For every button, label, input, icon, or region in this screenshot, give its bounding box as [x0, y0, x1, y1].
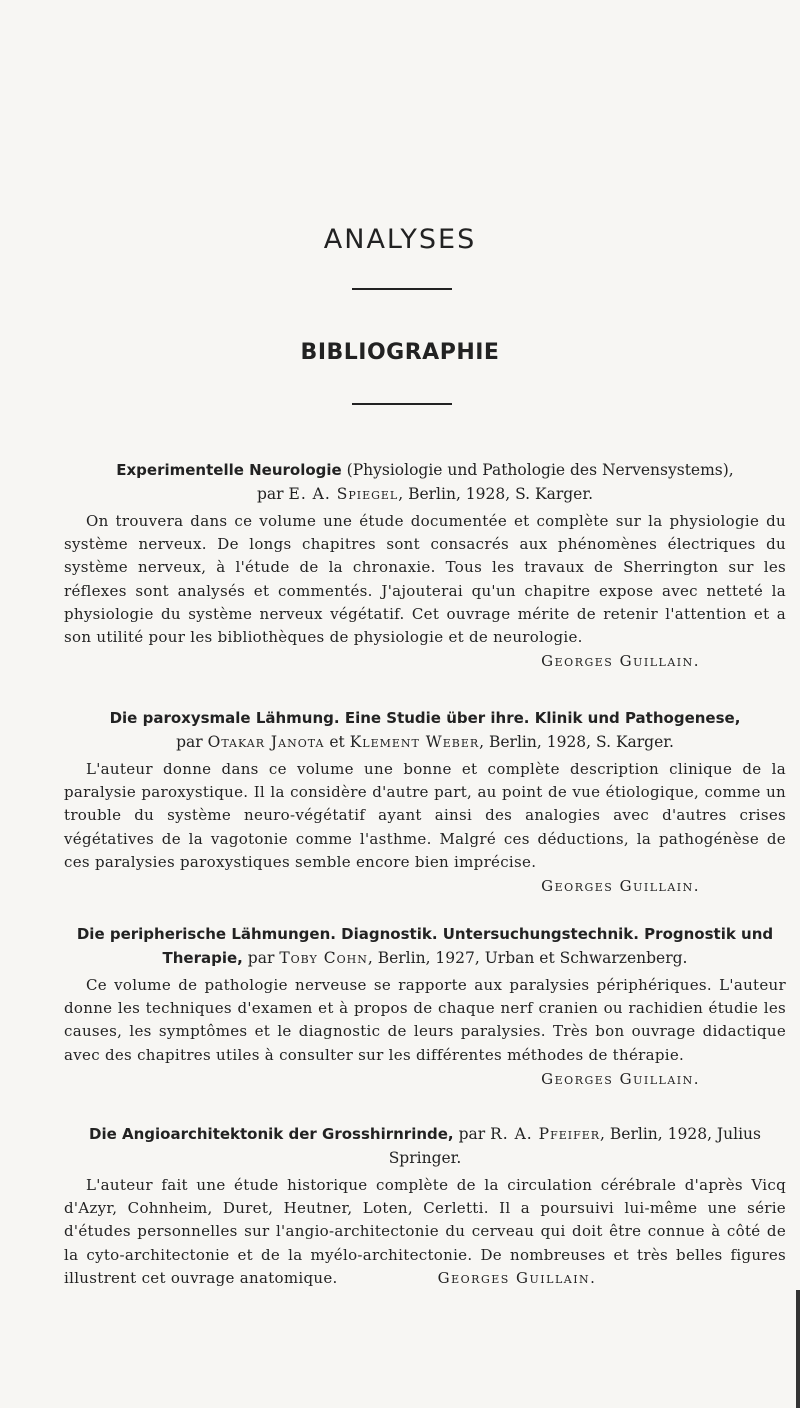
author-name: Otakar Janota — [207, 733, 325, 751]
review-text-content: L'auteur fait une étude historique complète de la circulation cérébrale d'après Vicq d'Azyr, Cohnheim, Duret, Heutner, Loten, Cerletti. Il a poursuivi lui-même une série d'études personnelles sur l'angio-architectonie du cerveau qui doit être connue à côté de la cyto-architectonie et de la myélo-architectonie. De nombreuses et très belles figures illustrent cet ouvrage anatomique. — [64, 1176, 786, 1287]
pre-author: par — [176, 733, 203, 751]
reviewer-signature: Georges Guillain. — [541, 877, 700, 896]
review-entry — [64, 922, 786, 1091]
section-title: BIBLIOGRAPHIE — [300, 340, 500, 365]
review-text — [64, 1174, 786, 1290]
review-entry — [64, 458, 786, 673]
pre-author: par — [256, 485, 284, 503]
section-rule — [352, 403, 452, 405]
book-title: Die paroxysmale Lähmung. Eine Studie über ihre. Klinik und Pathogenese, — [109, 709, 741, 727]
entry-heading — [64, 706, 786, 754]
author-conjunction: et — [329, 733, 345, 751]
publisher-info: , Berlin, 1927, Urban et Schwarzenberg. — [367, 949, 688, 967]
page-edge-shadow — [796, 1290, 800, 1408]
author-name: R. A. Pfeifer — [490, 1125, 601, 1143]
reviewer-signature: Georges Guillain. — [437, 1268, 597, 1287]
review-text: L'auteur donne dans ce volume une bonne et complète description clinique de la paralysie paroxystique. Il la considère d'autre part, au point de vue étiologique, comme un trouble du système neuro-végétatif ayant ainsi des analogies avec d'autres crises végétatives de la vagotonie comme l'asthme. Malgré ces déductions, la pathogénèse de ces paralysies paroxystiques semble encore bien imprécise. — [64, 760, 786, 871]
publisher-info: , Berlin, 1928, S. Karger. — [398, 485, 593, 503]
book-title: Die Angioarchitektonik der Grosshirnrinde, — [89, 1125, 454, 1143]
reviewer-signature: Georges Guillain. — [541, 1069, 700, 1088]
entry-heading — [64, 1122, 786, 1170]
publisher-info: , Berlin, 1928, Julius Springer. — [388, 1125, 761, 1167]
publisher-info: , Berlin, 1928, S. Karger. — [479, 733, 674, 751]
review-entry — [64, 1122, 786, 1290]
pre-author: par — [247, 949, 275, 967]
entry-heading — [64, 922, 786, 970]
title-rule — [352, 288, 452, 290]
review-text: On trouvera dans ce volume une étude documentée et complète sur la physiologie du système nerveux. De longs chapitres sont consacrés aux phénomènes électriques du système nerveux, à l'étude de la chronaxie. Tous les travaux de Sherrington sur les réflexes sont analysés et commentés. J'ajouterai qu'un chapitre expose avec netteté la physiologie du système nerveux végétatif. Cet ouvrage mérite de retenir l'attention et a son utilité pour les bibliothèques de physiologie et de neurologie. — [64, 512, 786, 647]
author-name: Toby Cohn — [279, 949, 368, 967]
book-title: Die peripherische Lähmungen. Diagnostik. Untersuchungstechnik. Prognostik und Therapie, — [76, 925, 774, 967]
review-entry — [64, 706, 786, 898]
entry-heading — [64, 458, 786, 506]
author-name: E. A. Spiegel — [288, 485, 399, 503]
review-text: Ce volume de pathologie nerveuse se rapporte aux paralysies périphériques. L'auteur donne les techniques d'examen et à propos de chaque nerf cranien ou rachidien étudie les causes, les symptômes et le diagnostic de leurs paralysies. Très bon ouvrage didactique avec des chapitres utiles à consulter sur les différentes méthodes de thérapie. — [64, 976, 786, 1064]
page-title: ANALYSES — [323, 224, 477, 255]
pre-author: par — [458, 1125, 486, 1143]
book-subtitle: (Physiologie und Pathologie des Nervensystems), — [346, 461, 734, 479]
author-name-2: Klement Weber — [349, 733, 480, 751]
book-title: Experimentelle Neurologie — [116, 461, 342, 479]
reviewer-signature: Georges Guillain. — [541, 652, 700, 671]
